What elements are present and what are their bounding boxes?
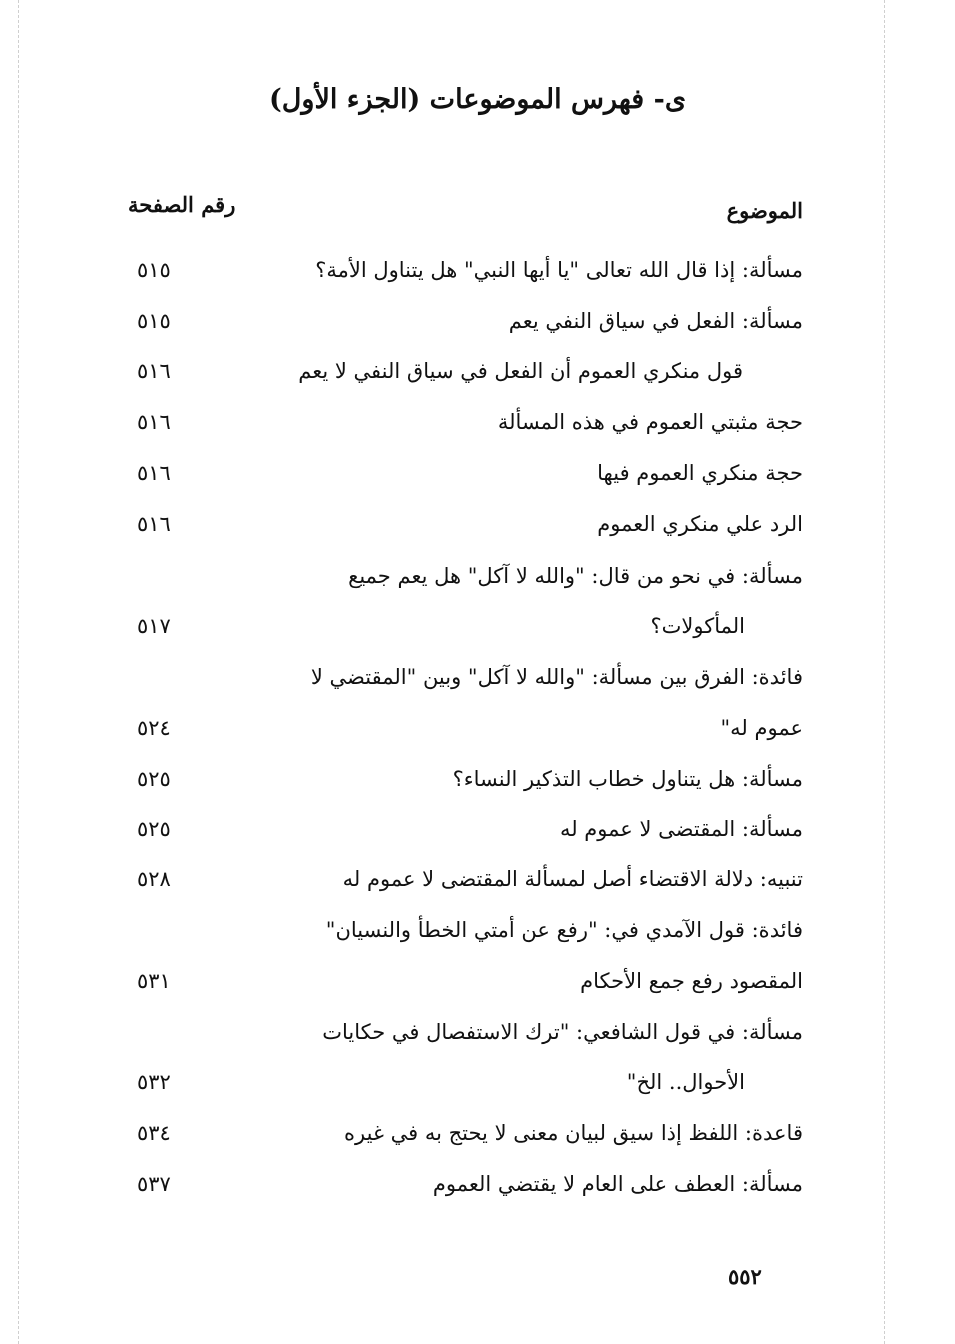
entry-text: المقصود رفع جمع الأحكام	[580, 969, 803, 993]
index-entry	[125, 564, 803, 608]
index-entry-continuation	[125, 969, 803, 1013]
entry-text: حجة منكري العموم فيها	[597, 461, 803, 485]
entry-page-number: ٥١٦	[137, 512, 171, 536]
entry-text: الأحوال.. الخ"	[626, 1070, 745, 1094]
entry-page-number: ٥١٥	[137, 309, 171, 333]
entry-text: مسألة: الفعل في سياق النفي يعم	[508, 309, 803, 333]
scan-edge-left	[18, 0, 19, 1344]
entry-text: تنبيه: دلالة الاقتضاء أصل لمسألة المقتضى لا عموم له	[342, 867, 803, 891]
page-title: ى- فهرس الموضوعات (الجزء الأول)	[269, 84, 686, 115]
entry-text: مسألة: إذا قال الله تعالى "يا أيها النبي" هل يتناول الأمة؟	[315, 258, 803, 282]
page-column-header: رقم الصفحة	[128, 192, 236, 217]
entry-page-number: ٥٢٥	[137, 767, 171, 791]
index-entry	[125, 817, 803, 861]
index-entry-continuation	[125, 1070, 803, 1114]
index-entry	[125, 359, 803, 403]
entry-text: المأكولات؟	[650, 614, 745, 638]
index-entry-continuation	[125, 716, 803, 760]
entry-text: الرد علي منكري العموم	[597, 512, 803, 536]
entry-text: مسألة: المقتضى لا عموم له	[559, 817, 803, 841]
entry-page-number: ٥٢٤	[137, 716, 171, 740]
index-entry	[125, 1172, 803, 1216]
index-entry-continuation	[125, 614, 803, 658]
entry-text: عموم له"	[720, 716, 803, 740]
entry-text: حجة مثبتي العموم في هذه المسألة	[497, 410, 803, 434]
index-entry	[125, 767, 803, 811]
entry-text: فائدة: قول الآمدي في: "رفع عن أمتي الخطأ والنسيان"	[325, 918, 803, 942]
index-entry	[125, 1121, 803, 1165]
index-entry	[125, 258, 803, 302]
entry-text: مسألة: في قول الشافعي: "ترك الاستفصال في حكايات	[322, 1020, 803, 1044]
entry-text: مسألة: في نحو من قال: "والله لا آكل" هل يعم جميع	[348, 564, 803, 588]
entry-page-number: ٥١٦	[137, 359, 171, 383]
entry-page-number: ٥١٦	[137, 410, 171, 434]
entry-text: مسألة: العطف على العام لا يقتضي العموم	[432, 1172, 803, 1196]
index-entry	[125, 918, 803, 962]
index-entry	[125, 665, 803, 709]
entry-text: قاعدة: اللفظ إذا سيق لبيان معنى لا يحتج به في غيره	[344, 1121, 803, 1145]
entry-text: قول منكري العموم أن الفعل في سياق النفي لا يعم	[298, 359, 743, 383]
entry-page-number: ٥١٦	[137, 461, 171, 485]
index-entry	[125, 867, 803, 911]
index-entry	[125, 512, 803, 556]
entry-page-number: ٥٢٨	[137, 867, 171, 891]
entry-page-number: ٥٢٥	[137, 817, 171, 841]
index-entry	[125, 309, 803, 353]
entry-page-number: ٥١٧	[137, 614, 171, 638]
entry-text: مسألة: هل يتناول خطاب التذكير النساء؟	[452, 767, 803, 791]
topic-column-header: الموضوع	[726, 198, 803, 223]
entry-page-number: ٥٣١	[137, 969, 171, 993]
entry-page-number: ٥١٥	[137, 258, 171, 282]
index-entry	[125, 1020, 803, 1064]
entry-text: فائدة: الفرق بين مسألة: "والله لا آكل" وبين "المقتضي لا	[310, 665, 803, 689]
entry-page-number: ٥٣٢	[137, 1070, 171, 1094]
entry-page-number: ٥٣٤	[137, 1121, 171, 1145]
index-entry	[125, 461, 803, 505]
entry-page-number: ٥٣٧	[137, 1172, 171, 1196]
folio-page-number: ٥٥٢	[728, 1264, 762, 1289]
scan-edge-right	[884, 0, 885, 1344]
index-entry	[125, 410, 803, 454]
